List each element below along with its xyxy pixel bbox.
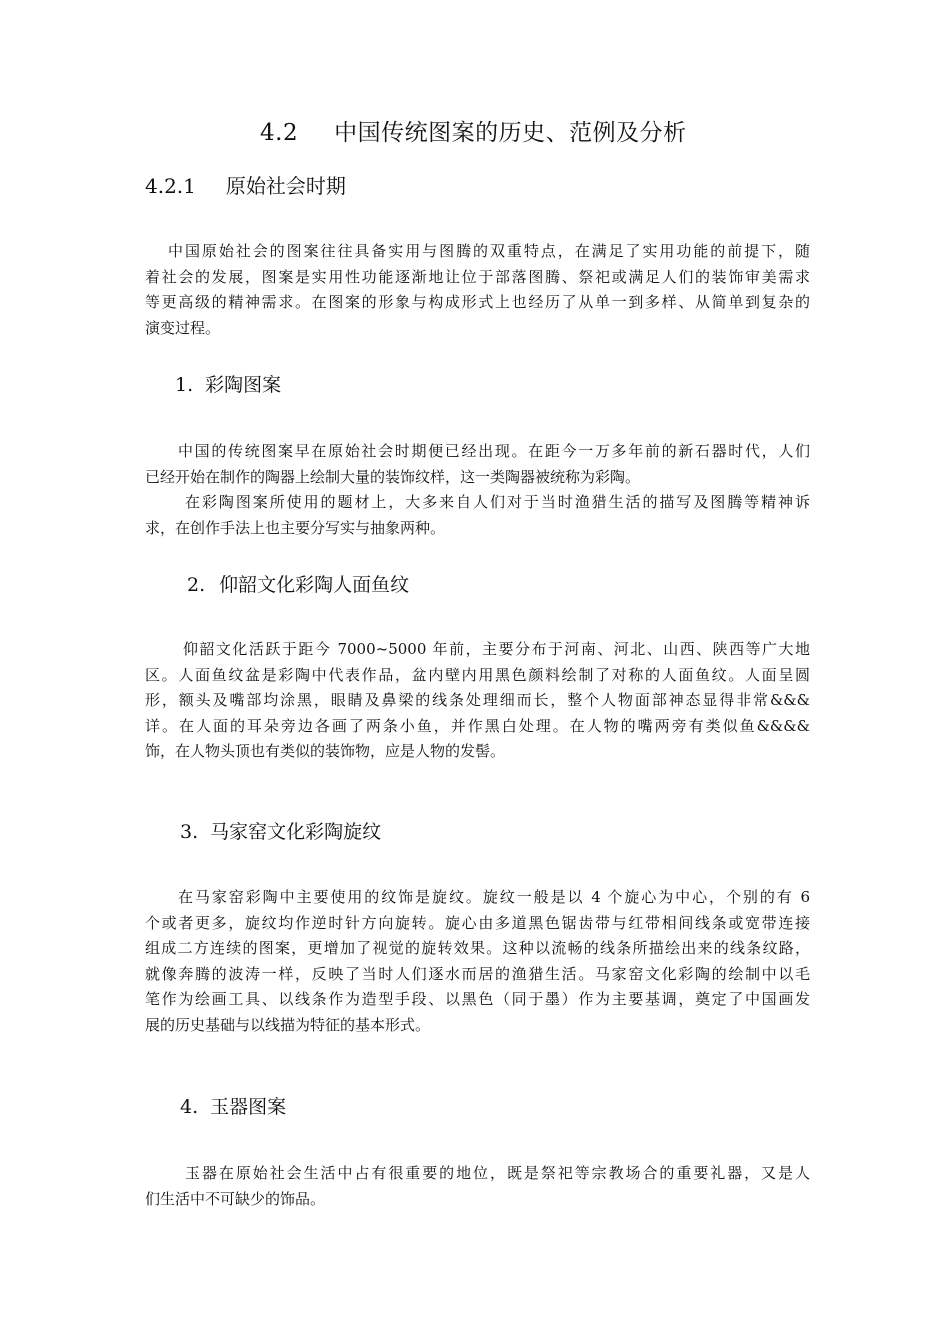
intro-paragraph (145, 239, 810, 341)
item-title: 玉器图案 (210, 1096, 287, 1118)
chapter-number: 4.2 (260, 120, 299, 146)
paragraph-line: 中国原始社会的图案往往具备实用与图腾的双重特点，在满足了实用功能的前提下，随 (168, 242, 810, 260)
paragraph-line: 中国的传统图案早在原始社会时期便已经出现。在距今一万多年前的新石器时代，人们 (178, 442, 810, 460)
item-number: 2. (187, 574, 206, 596)
paragraph-line: 就像奔腾的波涛一样，反映了当时人们逐水而居的渔猎生活。马家窑文化彩陶的绘制中以毛 (145, 964, 810, 983)
paragraph-line: 组成二方连续的图案，更增加了视觉的旋转效果。这种以流畅的线条所描绘出来的线条纹路， (145, 939, 810, 957)
item-1-paragraph-2 (145, 490, 810, 541)
item-heading-2 (187, 572, 409, 598)
section-heading (145, 172, 346, 200)
paragraph-line: 们生活中不可缺少的饰品。 (145, 1189, 326, 1208)
paragraph-line: 个或者更多，旋纹均作逆时针方向旋转。旋心由多道黑色锯齿带与红带相间线条或宽带连接 (145, 913, 810, 932)
paragraph-line: 笔作为绘画工具、以线条作为造型手段、以黑色（同于墨）作为主要基调，奠定了中国画发 (145, 990, 810, 1008)
chapter-title: 中国传统图案的历史、范例及分析 (334, 120, 687, 146)
item-4-paragraph-1 (145, 1161, 810, 1212)
item-2-paragraph-1 (145, 637, 810, 765)
paragraph-line: 区。人面鱼纹盆是彩陶中代表作品，盆内壁内用黑色颜料绘制了对称的人面鱼纹。人面呈圆 (145, 665, 810, 684)
paragraph-line: 形，额头及嘴部均涂黑，眼睛及鼻梁的线条处理细而长，整个人物面部神态显得非常&&& (145, 691, 810, 709)
section-number: 4.2.1 (145, 174, 196, 198)
item-number: 4. (180, 1096, 199, 1118)
paragraph-line: 在马家窑彩陶中主要使用的纹饰是旋纹。旋纹一般是以 4 个旋心为中心，个别的有 6 (178, 888, 810, 906)
paragraph-line: 求，在创作手法上也主要分写实与抽象两种。 (145, 518, 446, 537)
item-1-paragraph-1 (145, 439, 810, 490)
item-heading-3 (180, 819, 381, 845)
paragraph-line: 展的历史基础与以线描为特征的基本形式。 (145, 1015, 431, 1034)
item-title: 马家窑文化彩陶旋纹 (210, 821, 382, 843)
item-heading-4 (180, 1094, 286, 1120)
item-title: 彩陶图案 (205, 374, 282, 396)
paragraph-line: 在彩陶图案所使用的题材上，大多来自人们对于当时渔猎生活的描写及图腾等精神诉 (185, 493, 810, 511)
item-number: 1. (175, 374, 194, 396)
paragraph-line: 着社会的发展，图案是实用性功能逐渐地让位于部落图腾、祭祀或满足人们的装饰审美需求 (145, 267, 810, 286)
paragraph-line: 仰韶文化活跃于距今 7000~5000 年前，主要分布于河南、河北、山西、陕西等广大地 (183, 640, 810, 658)
paragraph-line: 饰，在人物头顶也有类似的装饰物，应是人物的发髻。 (145, 742, 506, 760)
item-number: 3. (180, 821, 199, 843)
item-title: 仰韶文化彩陶人面鱼纹 (219, 574, 410, 596)
chapter-heading (260, 118, 687, 148)
paragraph-line: 详。在人面的耳朵旁边各画了两条小鱼，并作黑白处理。在人物的嘴两旁有类似鱼&&&& (145, 716, 810, 735)
item-heading-1 (175, 372, 281, 398)
paragraph-line: 玉器在原始社会生活中占有很重要的地位，既是祭祀等宗教场合的重要礼器，又是人 (185, 1164, 810, 1182)
paragraph-line: 等更高级的精神需求。在图案的形象与构成形式上也经历了从单一到多样、从简单到复杂的 (145, 293, 810, 311)
section-title: 原始社会时期 (225, 174, 346, 198)
item-3-paragraph-1 (145, 885, 810, 1038)
paragraph-line: 已经开始在制作的陶器上绘制大量的装饰纹样，这一类陶器被统称为彩陶。 (145, 467, 641, 486)
paragraph-line: 演变过程。 (145, 318, 221, 337)
